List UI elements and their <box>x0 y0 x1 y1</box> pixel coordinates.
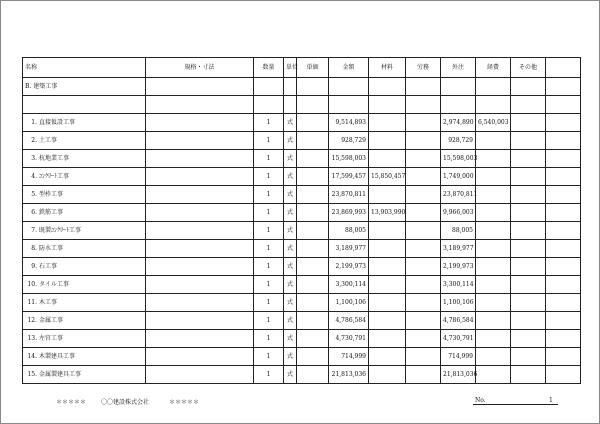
table-row <box>23 276 581 294</box>
table-row <box>23 150 581 168</box>
row-blank <box>546 150 581 168</box>
row-amount: 3,189,977 <box>329 240 369 258</box>
row-expense <box>476 186 511 204</box>
row-unit-price <box>297 330 329 348</box>
table-row <box>23 240 581 258</box>
row-unit-price <box>297 168 329 186</box>
row-unit-price <box>297 312 329 330</box>
row-labor <box>406 312 441 330</box>
row-spec <box>146 294 254 312</box>
row-material <box>369 330 406 348</box>
row-blank <box>546 276 581 294</box>
row-other <box>511 258 546 276</box>
row-unit-price <box>297 150 329 168</box>
row-labor <box>406 366 441 384</box>
row-item-name: 金属工事 <box>39 317 64 324</box>
row-expense <box>476 132 511 150</box>
row-number: 6. <box>31 209 37 216</box>
row-name <box>23 222 146 240</box>
spacer-row <box>23 96 581 114</box>
row-name <box>23 168 146 186</box>
row-spec <box>146 204 254 222</box>
row-labor <box>406 222 441 240</box>
row-qty: 1 <box>254 222 284 240</box>
row-outsource: 2,199,973 <box>441 258 476 276</box>
row-number: 12. <box>27 317 37 324</box>
row-spec <box>146 312 254 330</box>
row-blank <box>546 366 581 384</box>
table-row <box>23 330 581 348</box>
row-other <box>511 114 546 132</box>
table-row <box>23 348 581 366</box>
section-title: B. 建築工事 <box>23 78 146 96</box>
row-other <box>511 294 546 312</box>
row-amount: 3,300,114 <box>329 276 369 294</box>
row-labor <box>406 276 441 294</box>
row-number: 13. <box>27 335 37 342</box>
row-blank <box>546 294 581 312</box>
row-other <box>511 312 546 330</box>
row-blank <box>546 258 581 276</box>
row-item-name: 土工事 <box>39 137 58 144</box>
footer-right-stars: ＊＊＊＊＊ <box>169 399 200 406</box>
row-labor <box>406 114 441 132</box>
table-header-row <box>23 58 581 78</box>
table-row <box>23 204 581 222</box>
header-amount: 金額 <box>329 58 369 78</box>
row-material <box>369 294 406 312</box>
row-amount: 88,005 <box>329 222 369 240</box>
row-unit-price <box>297 258 329 276</box>
row-unit: 式 <box>284 204 297 222</box>
header-material: 材料 <box>369 58 406 78</box>
row-name <box>23 276 146 294</box>
row-amount: 4,730,791 <box>329 330 369 348</box>
row-other <box>511 366 546 384</box>
row-unit: 式 <box>284 330 297 348</box>
row-unit: 式 <box>284 222 297 240</box>
row-name <box>23 294 146 312</box>
row-expense <box>476 294 511 312</box>
row-material <box>369 114 406 132</box>
row-item-name: 木製建具工事 <box>39 353 76 360</box>
row-number: 5. <box>31 191 37 198</box>
row-item-name: 直接仮設工事 <box>39 119 76 126</box>
row-blank <box>546 348 581 366</box>
row-qty: 1 <box>254 258 284 276</box>
row-unit: 式 <box>284 258 297 276</box>
row-unit: 式 <box>284 276 297 294</box>
row-unit-price <box>297 294 329 312</box>
row-amount: 928,729 <box>329 132 369 150</box>
footer-company: 〇〇建設株式会社 <box>101 399 150 406</box>
row-qty: 1 <box>254 204 284 222</box>
row-name <box>23 366 146 384</box>
row-other <box>511 330 546 348</box>
row-other <box>511 168 546 186</box>
row-expense: 6,540,003 <box>476 114 511 132</box>
row-blank <box>546 204 581 222</box>
row-spec <box>146 132 254 150</box>
row-outsource: 928,729 <box>441 132 476 150</box>
row-amount: 2,199,973 <box>329 258 369 276</box>
row-material <box>369 258 406 276</box>
table-row <box>23 222 581 240</box>
row-qty: 1 <box>254 150 284 168</box>
row-outsource: 1,100,106 <box>441 294 476 312</box>
row-amount: 714,999 <box>329 348 369 366</box>
row-spec <box>146 366 254 384</box>
row-other <box>511 186 546 204</box>
row-other <box>511 276 546 294</box>
row-unit-price <box>297 222 329 240</box>
row-unit: 式 <box>284 312 297 330</box>
row-other <box>511 132 546 150</box>
row-outsource: 3,189,977 <box>441 240 476 258</box>
row-amount: 23,870,811 <box>329 186 369 204</box>
row-blank <box>546 240 581 258</box>
row-name <box>23 312 146 330</box>
row-material <box>369 348 406 366</box>
row-material <box>369 240 406 258</box>
header-other: その他 <box>511 58 546 78</box>
row-labor <box>406 168 441 186</box>
table-row <box>23 186 581 204</box>
row-spec <box>146 168 254 186</box>
row-other <box>511 150 546 168</box>
row-material <box>369 366 406 384</box>
row-expense <box>476 312 511 330</box>
row-number: 10. <box>27 281 37 288</box>
row-unit-price <box>297 204 329 222</box>
page-number: 1 <box>549 397 553 404</box>
row-item-name: 木工事 <box>39 299 58 306</box>
row-qty: 1 <box>254 240 284 258</box>
row-qty: 1 <box>254 312 284 330</box>
row-qty: 1 <box>254 168 284 186</box>
row-number: 8. <box>31 245 37 252</box>
row-material <box>369 186 406 204</box>
row-unit-price <box>297 114 329 132</box>
row-qty: 1 <box>254 366 284 384</box>
row-material <box>369 312 406 330</box>
row-qty: 1 <box>254 132 284 150</box>
row-qty: 1 <box>254 330 284 348</box>
row-item-name: 金属製建具工事 <box>39 371 82 378</box>
row-labor <box>406 330 441 348</box>
estimate-table <box>22 57 581 384</box>
row-unit: 式 <box>284 294 297 312</box>
row-amount: 4,786,584 <box>329 312 369 330</box>
section-row <box>23 78 581 96</box>
row-outsource: 714,999 <box>441 348 476 366</box>
row-unit-price <box>297 348 329 366</box>
row-unit: 式 <box>284 114 297 132</box>
header-name: 名称 <box>23 58 146 78</box>
row-expense <box>476 366 511 384</box>
row-spec <box>146 222 254 240</box>
row-item-name: 杭地業工事 <box>39 155 70 162</box>
row-blank <box>546 186 581 204</box>
row-expense <box>476 150 511 168</box>
row-spec <box>146 186 254 204</box>
row-spec <box>146 150 254 168</box>
row-blank <box>546 222 581 240</box>
table-row <box>23 132 581 150</box>
header-spec: 規格・寸法 <box>146 58 254 78</box>
row-other <box>511 204 546 222</box>
row-item-name: 石工事 <box>39 263 58 270</box>
row-outsource: 1,749,000 <box>441 168 476 186</box>
table-row <box>23 366 581 384</box>
row-item-name: 防水工事 <box>39 245 64 252</box>
row-item-name: 鉄筋工事 <box>39 209 64 216</box>
row-labor <box>406 150 441 168</box>
row-item-name: 左官工事 <box>39 335 64 342</box>
row-name <box>23 204 146 222</box>
row-amount: 17,599,457 <box>329 168 369 186</box>
row-outsource: 9,966,003 <box>441 204 476 222</box>
row-labor <box>406 294 441 312</box>
row-outsource: 88,005 <box>441 222 476 240</box>
row-expense <box>476 204 511 222</box>
row-unit-price <box>297 240 329 258</box>
row-unit: 式 <box>284 132 297 150</box>
row-material: 15,850,457 <box>369 168 406 186</box>
row-item-name: タイル工事 <box>39 281 69 288</box>
table-row <box>23 258 581 276</box>
row-labor <box>406 240 441 258</box>
row-material <box>369 222 406 240</box>
row-item-name: 既製ｺﾝｸﾘｰﾄ工事 <box>39 227 82 234</box>
row-unit-price <box>297 186 329 204</box>
row-expense <box>476 222 511 240</box>
row-amount: 1,100,106 <box>329 294 369 312</box>
header-qty: 数量 <box>254 58 284 78</box>
row-number: 3. <box>31 155 37 162</box>
row-number: 2. <box>31 137 37 144</box>
row-unit-price <box>297 276 329 294</box>
row-number: 14. <box>27 353 37 360</box>
page-label: No. <box>475 397 486 404</box>
row-labor <box>406 258 441 276</box>
row-number: 7. <box>31 227 37 234</box>
header-expense: 経費 <box>476 58 511 78</box>
row-expense <box>476 168 511 186</box>
row-number: 1. <box>31 119 37 126</box>
row-amount: 15,598,003 <box>329 150 369 168</box>
row-name <box>23 186 146 204</box>
row-material <box>369 150 406 168</box>
row-amount: 23,869,993 <box>329 204 369 222</box>
row-labor <box>406 186 441 204</box>
row-other <box>511 348 546 366</box>
row-item-name: ｺﾝｸﾘｰﾄ工事 <box>39 173 70 180</box>
row-unit: 式 <box>284 240 297 258</box>
row-unit-price <box>297 366 329 384</box>
row-spec <box>146 330 254 348</box>
table-row <box>23 312 581 330</box>
header-unit-price: 単価 <box>297 58 329 78</box>
row-unit-price <box>297 132 329 150</box>
row-name <box>23 240 146 258</box>
row-amount: 21,813,036 <box>329 366 369 384</box>
row-item-name: 型枠工事 <box>39 191 64 198</box>
row-number: 11. <box>27 299 37 306</box>
row-other <box>511 240 546 258</box>
row-labor <box>406 132 441 150</box>
row-unit: 式 <box>284 366 297 384</box>
row-amount: 9,514,893 <box>329 114 369 132</box>
row-name <box>23 258 146 276</box>
row-unit: 式 <box>284 168 297 186</box>
row-labor <box>406 204 441 222</box>
table-row <box>23 294 581 312</box>
row-expense <box>476 348 511 366</box>
row-expense <box>476 276 511 294</box>
header-unit: 単位 <box>284 58 297 78</box>
row-blank <box>546 114 581 132</box>
header-labor: 労務 <box>406 58 441 78</box>
row-blank <box>546 132 581 150</box>
row-name <box>23 348 146 366</box>
row-qty: 1 <box>254 294 284 312</box>
row-outsource: 2,974,890 <box>441 114 476 132</box>
row-outsource: 21,813,036 <box>441 366 476 384</box>
row-labor <box>406 348 441 366</box>
row-expense <box>476 330 511 348</box>
row-outsource: 3,300,114 <box>441 276 476 294</box>
row-spec <box>146 258 254 276</box>
row-spec <box>146 240 254 258</box>
header-outsource: 外注 <box>441 58 476 78</box>
row-unit: 式 <box>284 348 297 366</box>
row-expense <box>476 258 511 276</box>
row-outsource: 4,730,791 <box>441 330 476 348</box>
row-name <box>23 132 146 150</box>
row-material: 13,903,990 <box>369 204 406 222</box>
row-material <box>369 276 406 294</box>
row-qty: 1 <box>254 186 284 204</box>
row-name <box>23 330 146 348</box>
row-outsource: 4,786,584 <box>441 312 476 330</box>
row-other <box>511 222 546 240</box>
row-qty: 1 <box>254 114 284 132</box>
row-material <box>369 132 406 150</box>
row-outsource: 23,870,811 <box>441 186 476 204</box>
row-blank <box>546 330 581 348</box>
row-blank <box>546 312 581 330</box>
row-name <box>23 114 146 132</box>
table-row <box>23 114 581 132</box>
page-number-underline <box>473 404 558 405</box>
row-number: 9. <box>31 263 37 270</box>
row-spec <box>146 348 254 366</box>
row-expense <box>476 240 511 258</box>
row-qty: 1 <box>254 348 284 366</box>
row-unit: 式 <box>284 150 297 168</box>
footer-left-stars: ＊＊＊＊＊ <box>56 399 87 406</box>
row-unit: 式 <box>284 186 297 204</box>
row-spec <box>146 276 254 294</box>
row-name <box>23 150 146 168</box>
row-number: 15. <box>27 371 37 378</box>
row-qty: 1 <box>254 276 284 294</box>
table-row <box>23 168 581 186</box>
row-outsource: 15,598,003 <box>441 150 476 168</box>
row-blank <box>546 168 581 186</box>
header-blank <box>546 58 581 78</box>
row-number: 4. <box>31 173 37 180</box>
row-spec <box>146 114 254 132</box>
